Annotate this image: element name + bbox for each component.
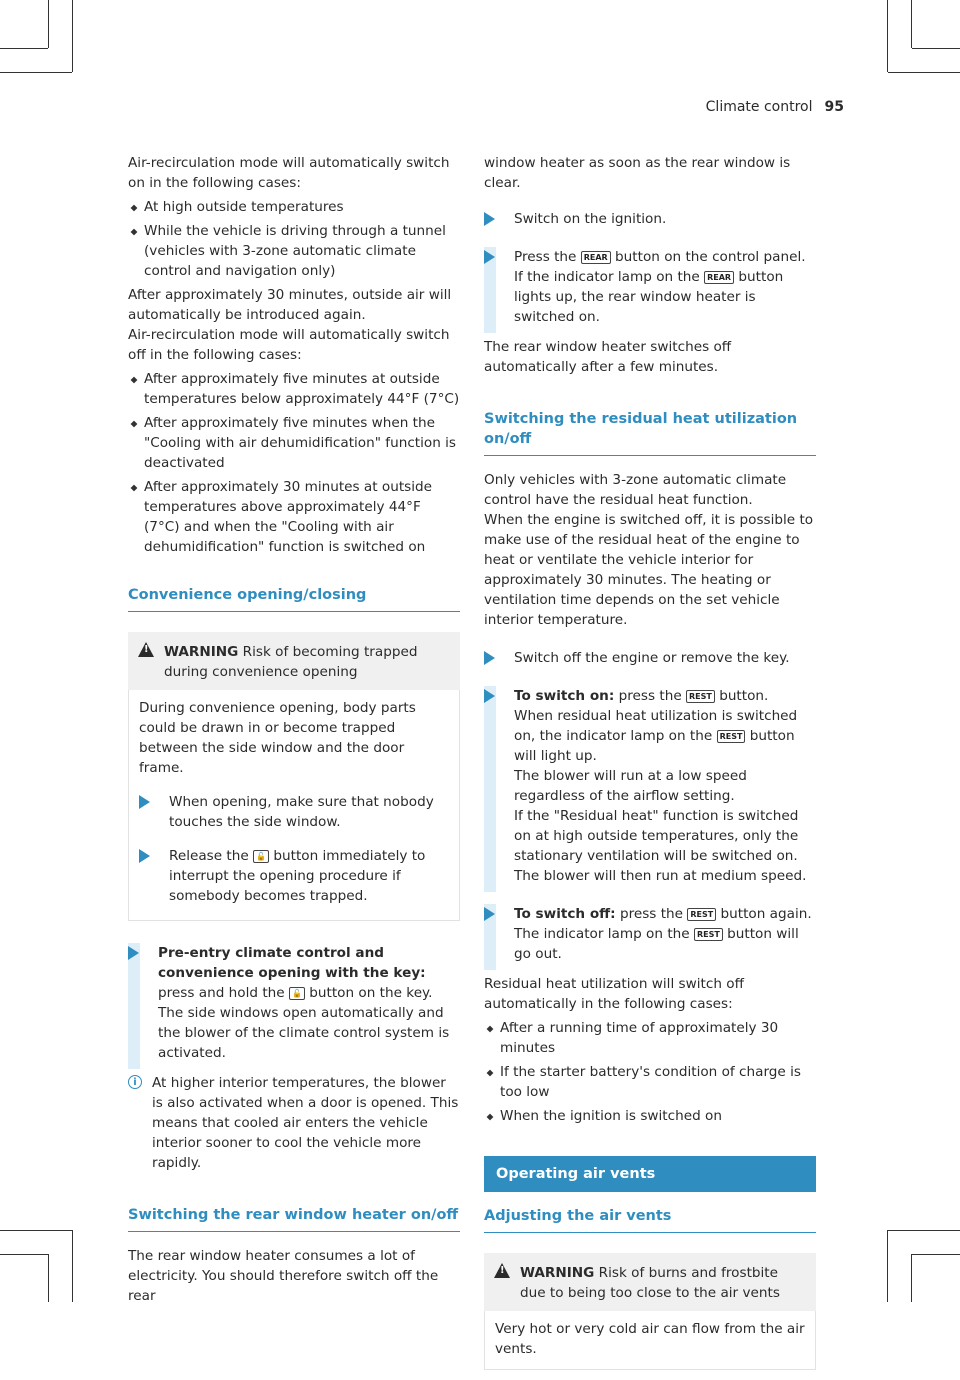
right-column	[484, 153, 816, 1380]
warning-body	[128, 690, 460, 921]
step-text: The blower will run at a low speed regardless of the airflow setting.	[514, 768, 747, 804]
crop-mark	[72, 1230, 73, 1302]
step-bar	[128, 943, 140, 1069]
page-header	[706, 97, 844, 117]
step	[484, 247, 816, 327]
crop-mark	[0, 1254, 48, 1255]
step-arrow-icon	[484, 651, 495, 665]
crop-mark	[0, 72, 72, 73]
warning-icon	[494, 1263, 510, 1278]
rear-defrost-key-icon: REAR	[581, 251, 611, 264]
section-heading: Convenience opening/closing	[128, 585, 460, 612]
warning-body	[484, 1311, 816, 1370]
paragraph: The rear window heater switches off automatically after a few minutes.	[484, 339, 732, 375]
step-arrow-icon	[484, 250, 495, 264]
step-bold: To switch on:	[514, 688, 615, 704]
left-column	[128, 153, 460, 1306]
step	[128, 943, 460, 1063]
warning-box	[128, 632, 460, 921]
step-text: button on the control panel.	[615, 249, 806, 265]
paragraph: The rear window heater consumes a lot of electricity. You should therefore switch off the rear	[128, 1248, 439, 1304]
crop-mark	[887, 1230, 888, 1302]
step-text: button lights up, the rear window heater is switched on.	[514, 269, 784, 325]
step-text: Press the	[514, 249, 577, 265]
step	[484, 686, 816, 886]
list-item: After approximately five minutes when the "Cooling with air dehumidification" function is deactivated	[128, 413, 460, 473]
list-item: When the ignition is switched on	[484, 1106, 816, 1126]
note-text: At higher interior temperatures, the blower is also activated when a door is opened. This means that cooled air enters the vehicle interior sooner to cool the vehicle more rapidly.	[152, 1075, 459, 1171]
step-bold: To switch off:	[514, 906, 616, 922]
crop-mark	[48, 1254, 49, 1302]
step-text: The side windows open automatically and the blower of the climate control system is activated.	[158, 1005, 450, 1061]
list-item: While the vehicle is driving through a tunnel (vehicles with 3-zone automatic climate control and navigation only)	[128, 221, 460, 281]
crop-mark	[72, 0, 73, 72]
rest-key-icon: REST	[687, 908, 716, 921]
warning-box	[484, 1253, 816, 1370]
warning-header	[484, 1253, 816, 1311]
paragraph: Very hot or very cold air can flow from the air vents.	[495, 1321, 805, 1357]
bullet-list	[484, 1018, 816, 1126]
step-arrow-icon	[484, 212, 495, 226]
crop-mark	[888, 1230, 960, 1231]
paragraph: window heater as soon as the rear window is clear.	[484, 155, 791, 191]
rest-key-icon: REST	[694, 928, 723, 941]
step-arrow-icon	[484, 907, 495, 921]
note	[128, 1073, 460, 1173]
unlock-key-icon: 🔓	[289, 987, 305, 1000]
section-heading: Adjusting the air vents	[484, 1206, 816, 1233]
crop-mark	[0, 1230, 72, 1231]
page-number: 95	[824, 99, 844, 115]
step-text: button will light up.	[514, 728, 795, 764]
paragraph: Only vehicles with 3-zone automatic climate control have the residual heat function.	[484, 472, 787, 508]
crop-mark	[887, 0, 888, 72]
unlock-key-icon: 🔓	[253, 850, 269, 863]
step-text: button again.	[720, 906, 812, 922]
list-item: At high outside temperatures	[128, 197, 460, 217]
paragraph: Air-recirculation mode will automatically switch on in the following cases:	[128, 155, 450, 191]
step-text: button on the key.	[309, 985, 433, 1001]
crop-mark	[888, 72, 960, 73]
list-item: After approximately 30 minutes at outside temperatures above approximately 44°F (7°C) and when the "Cooling with air dehumidification" function is switched on	[128, 477, 460, 557]
crop-mark	[0, 48, 48, 49]
step-arrow-icon	[139, 849, 150, 863]
bullet-list	[128, 197, 460, 281]
step-text: Switch off the engine or remove the key.	[514, 650, 790, 666]
warning-icon	[138, 642, 154, 657]
paragraph: After approximately 30 minutes, outside air will automatically be introduced again.	[128, 287, 452, 323]
warning-title: Risk of burns and frostbite due to being too close to the air vents	[520, 1265, 780, 1301]
paragraph: When the engine is switched off, it is possible to make use of the residual heat of the engine to heat or ventilate the vehicle interior for approximately 30 minutes. The heating or ventilation time depends on the set vehicle interior temperature.	[484, 512, 814, 628]
step-text: button immediately to interrupt the opening procedure if somebody becomes trapped.	[169, 848, 426, 904]
step-text: press the	[618, 688, 682, 704]
warning-title: Risk of becoming trapped during convenience opening	[164, 644, 418, 680]
section-title: Climate control	[705, 99, 813, 115]
paragraph: Residual heat utilization will switch off automatically in the following cases:	[484, 976, 744, 1012]
list-item: After approximately five minutes at outside temperatures below approximately 44°F (7°C)	[128, 369, 460, 409]
step-arrow-icon	[139, 795, 150, 809]
step-text: The indicator lamp on the	[514, 926, 690, 942]
step	[139, 792, 449, 832]
section-heading: Switching the residual heat utilization on/off	[484, 409, 816, 456]
rest-key-icon: REST	[717, 730, 746, 743]
crop-mark	[912, 48, 960, 49]
warning-label: WARNING	[164, 644, 239, 660]
step-text: When residual heat utilization is switched on, the indicator lamp on the	[514, 708, 798, 744]
step	[484, 904, 816, 964]
step-text: If the indicator lamp on the	[514, 269, 700, 285]
step-arrow-icon	[484, 689, 495, 703]
step	[139, 846, 449, 906]
rear-defrost-key-icon: REAR	[704, 271, 734, 284]
rest-key-icon: REST	[686, 690, 715, 703]
crop-mark	[48, 0, 49, 48]
warning-header	[128, 632, 460, 690]
step-text: When opening, make sure that nobody touches the side window.	[169, 794, 434, 830]
warning-label: WARNING	[520, 1265, 595, 1281]
list-item: If the starter battery's condition of charge is too low	[484, 1062, 816, 1102]
step-bold: Pre-entry climate control and convenience opening with the key:	[158, 945, 426, 981]
list-item: After a running time of approximately 30 minutes	[484, 1018, 816, 1058]
step	[484, 209, 816, 229]
step	[484, 648, 816, 668]
paragraph: Air-recirculation mode will automatically switch off in the following cases:	[128, 327, 450, 363]
step-text: Release the	[169, 848, 249, 864]
crop-mark	[911, 0, 912, 48]
step-text: press and hold the	[158, 985, 285, 1001]
step-bar	[484, 686, 496, 892]
step-text: button.	[719, 688, 769, 704]
paragraph: During convenience opening, body parts could be drawn in or become trapped between the side window and the door frame.	[139, 700, 416, 776]
bullet-list	[128, 369, 460, 557]
step-text: Switch on the ignition.	[514, 211, 667, 227]
info-icon: i	[128, 1075, 142, 1089]
crop-mark	[911, 1254, 912, 1302]
step-text: button will go out.	[514, 926, 799, 962]
section-heading: Switching the rear window heater on/off	[128, 1205, 460, 1232]
crop-mark	[912, 1254, 960, 1255]
chapter-banner: Operating air vents	[484, 1156, 816, 1192]
step-text: If the "Residual heat" function is switched on at high outside temperatures, only the stationary ventilation will be switched on. The blower will then run at medium speed.	[514, 808, 807, 884]
step-text: press the	[619, 906, 684, 922]
step-arrow-icon	[128, 946, 139, 960]
